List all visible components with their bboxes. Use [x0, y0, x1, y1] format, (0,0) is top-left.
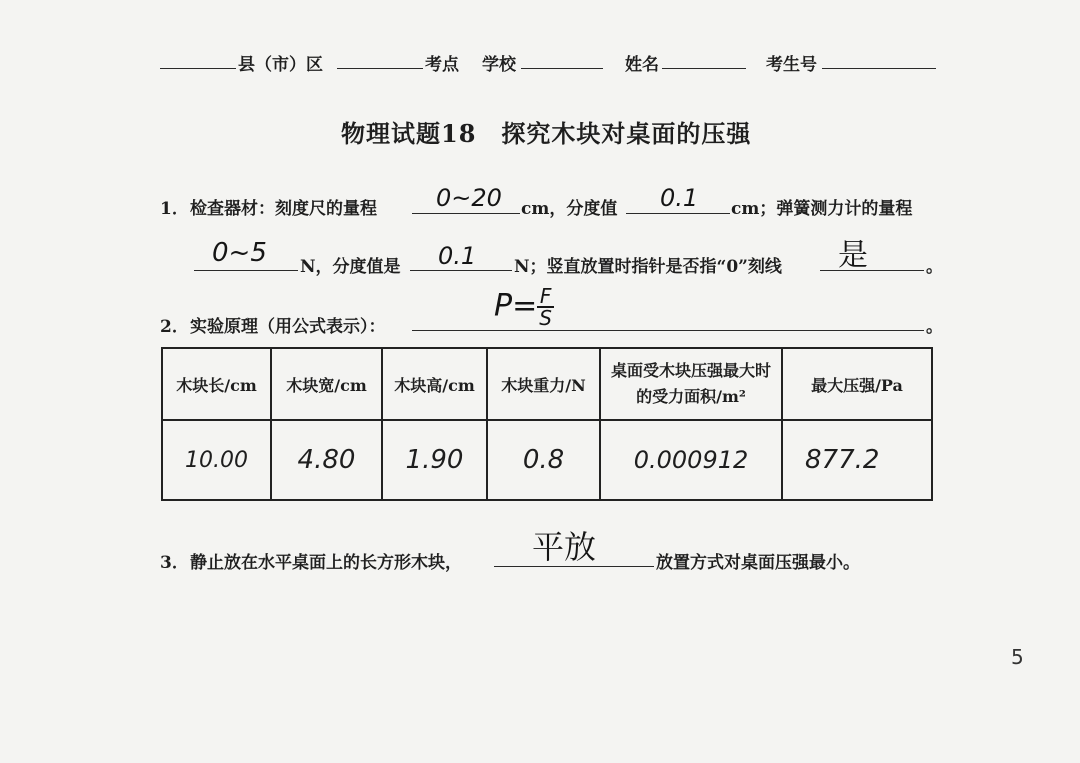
q1-lead: 检查器材：刻度尺的量程	[190, 199, 377, 219]
header-height: 木块高/cm	[382, 348, 487, 420]
formula-lhs: P=	[494, 288, 538, 324]
spring-range-answer: 0~5	[212, 238, 267, 268]
table-header-row	[162, 348, 932, 420]
q1-n-tail: N；竖直放置时指针是否指“0”刻线	[514, 257, 782, 277]
ruler-division-blank	[626, 213, 730, 214]
exam-no-blank	[822, 68, 936, 69]
ruler-range-blank	[412, 213, 520, 214]
q1-n-sep: N，分度值是	[300, 257, 401, 277]
ruler-range-answer: 0~20	[436, 184, 502, 212]
q3-tail: 放置方式对桌面压强最小。	[656, 553, 860, 573]
q2-lead: 实验原理（用公式表示）：	[190, 317, 386, 337]
exam-no-label: 考生号	[766, 55, 817, 75]
header-weight: 木块重力/N	[487, 348, 600, 420]
header-area: 桌面受木块压强最大时的受力面积/m²	[600, 348, 782, 420]
formula-blank	[412, 330, 924, 331]
exam-site-blank	[337, 68, 423, 69]
q2-number: 2．	[160, 317, 189, 337]
page-number: 5	[1011, 645, 1024, 669]
header-max-pressure: 最大压强/Pa	[782, 348, 932, 420]
q1-cm-sep: cm，分度值	[521, 199, 618, 219]
school-blank	[521, 68, 603, 69]
name-label: 姓名	[625, 55, 659, 75]
cell-weight: 0.8	[487, 420, 600, 500]
q2-end: 。	[926, 317, 943, 337]
ruler-division-answer: 0.1	[660, 184, 699, 212]
county-blank	[160, 68, 236, 69]
q1-cm-tail: cm；弹簧测力计的量程	[731, 199, 913, 219]
header-length: 木块长/cm	[162, 348, 271, 420]
name-blank	[662, 68, 746, 69]
q1-end: 。	[926, 257, 943, 277]
page-title: 物理试题18 探究木块对桌面的压强	[341, 119, 752, 148]
experiment-table	[161, 347, 933, 501]
cell-height: 1.90	[382, 420, 487, 500]
cell-max-pressure: 877.2	[782, 420, 932, 500]
spring-division-answer: 0.1	[438, 242, 477, 270]
zero-check-answer: 是	[838, 238, 868, 273]
zero-check-blank	[820, 270, 924, 271]
q3-number: 3．	[160, 553, 189, 573]
placement-answer: 平放	[532, 528, 597, 566]
formula-numerator: F	[537, 286, 554, 308]
header-width: 木块宽/cm	[271, 348, 382, 420]
formula-denominator: S	[539, 306, 552, 330]
school-label: 学校	[482, 55, 516, 75]
q1-number: 1．	[160, 199, 189, 219]
q3-lead: 静止放在水平桌面上的长方形木块，	[190, 553, 462, 573]
table-row	[162, 420, 932, 500]
exam-site-label: 考点	[425, 55, 459, 75]
spring-division-blank	[410, 270, 512, 271]
spring-range-blank	[194, 270, 298, 271]
cell-length: 10.00	[162, 420, 271, 500]
formula-answer	[494, 286, 554, 328]
formula-fraction	[537, 286, 554, 328]
cell-width: 4.80	[271, 420, 382, 500]
cell-area: 0.000912	[600, 420, 782, 500]
county-label: 县（市）区	[238, 55, 323, 75]
